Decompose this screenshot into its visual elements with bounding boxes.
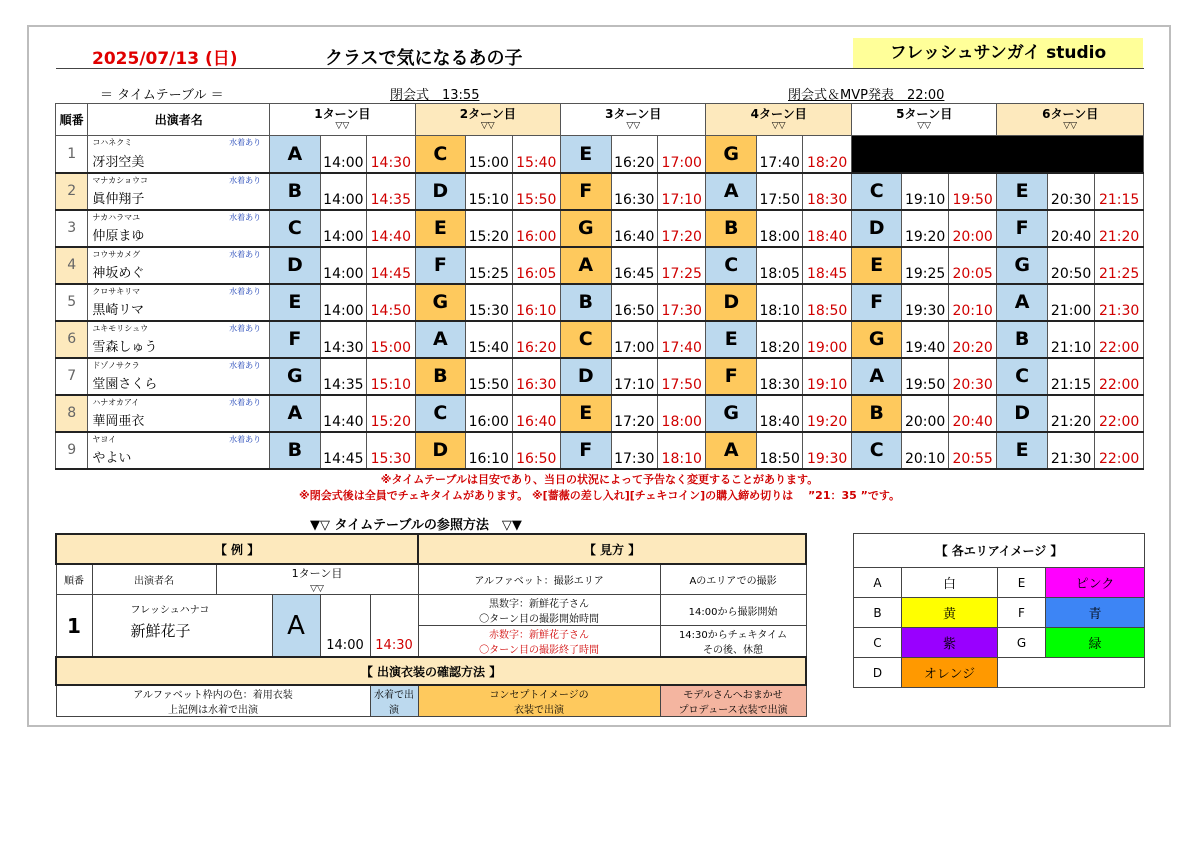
ex-performer-label: 出演者名 [92,564,216,595]
end-time: 19:30 [803,432,852,469]
start-time: 15:40 [466,321,512,358]
end-time: 14:30 [367,136,416,173]
no-turn-block [851,136,1143,173]
area-letter: C [997,358,1048,395]
row-number: 2 [56,173,88,210]
reference-guide [55,533,807,717]
ex-number: 1 [56,595,92,658]
end-time: 18:40 [803,210,852,247]
end-time: 16:50 [512,432,561,469]
note-schedule: ※タイムテーブルは目安であり、当日の状況によって予告なく変更することがあります。 [380,473,819,486]
performer-name: 華岡亜衣 [92,413,145,429]
end-time: 18:00 [657,395,706,432]
row-number: 6 [56,321,88,358]
area-letter: E [706,321,757,358]
start-time: 14:45 [320,432,366,469]
end-time: 20:05 [948,247,997,284]
area-letter: C [270,210,321,247]
row-number: 1 [56,136,88,173]
start-time: 19:20 [902,210,948,247]
area-letter: D [415,432,466,469]
start-time: 14:40 [320,395,366,432]
howto-header: 【 見方 】 [418,534,806,564]
start-time: 19:40 [902,321,948,358]
turn-6-header: 6ターン目 ▽▽ [997,104,1144,136]
start-time: 14:00 [320,210,366,247]
performer-name: 眞仲翔子 [92,191,145,207]
start-time: 18:40 [756,395,802,432]
event-title: クラスで気になるあの子 [325,48,523,69]
start-time: 17:10 [611,358,657,395]
table-row [56,358,1144,395]
area-letter: A [706,173,757,210]
performer-kana: ユキモリシュウ [92,323,149,333]
end-time: 20:30 [948,358,997,395]
area-letter: E [270,284,321,321]
area-key-a: A [854,568,902,598]
area-swatch-a: 白 [902,568,998,598]
guide-title: ▼▽ タイムテーブルの参照方法 ▽▼ [310,518,522,533]
table-row [56,432,1144,469]
area-letter: D [997,395,1048,432]
end-time: 17:50 [657,358,706,395]
area-letter: B [997,321,1048,358]
start-time: 21:00 [1047,284,1094,321]
swimsuit-note: 水着あり [229,360,262,370]
end-time: 18:50 [803,284,852,321]
area-letter: E [997,173,1048,210]
performer-cell [88,432,270,469]
ex-performer: フレッシュハナコ 新鮮花子 [92,595,272,658]
area-swatch-g: 緑 [1046,628,1145,658]
end-time: 22:00 [1095,321,1144,358]
start-time: 17:50 [756,173,802,210]
area-key-b: B [854,598,902,628]
area-letter: C [706,247,757,284]
turn-2-header: 2ターン目 ▽▽ [415,104,560,136]
end-time: 19:50 [948,173,997,210]
area-letter: B [561,284,612,321]
end-time: 17:40 [657,321,706,358]
end-time: 17:20 [657,210,706,247]
area-letter: C [415,395,466,432]
area-letter: D [561,358,612,395]
timetable-label: ＝ タイムテーブル ＝ [100,88,224,103]
area-letter: A [997,284,1048,321]
end-time: 16:10 [512,284,561,321]
end-time: 15:30 [367,432,416,469]
end-time: 16:00 [512,210,561,247]
area-letter: G [706,395,757,432]
area-letter: E [561,136,612,173]
performer-kana: ヤヨイ [92,434,117,444]
performer-cell [88,210,270,247]
turn-1-header: 1ターン目 ▽▽ [270,104,415,136]
end-time: 17:30 [657,284,706,321]
area-letter: B [706,210,757,247]
start-time: 16:45 [611,247,657,284]
area-letter: F [997,210,1048,247]
end-time: 18:45 [803,247,852,284]
swimsuit-note: 水着あり [229,434,262,444]
start-time: 14:00 [320,136,366,173]
end-time: 22:00 [1095,432,1144,469]
alpha-area-desc: アルファベット：撮影エリア [418,564,660,595]
ex-turn-label: 1ターン目 ▽▽ [216,564,418,595]
area-letter: D [270,247,321,284]
start-time: 21:15 [1047,358,1094,395]
end-time: 14:35 [367,173,416,210]
start-time: 20:30 [1047,173,1094,210]
start-time: 21:20 [1047,395,1094,432]
red-number-desc: 赤数字：新鮮花子さん 〇ターン目の撮影終了時間 [418,626,660,658]
timetable-header-row [56,104,1144,136]
table-row [56,321,1144,358]
start-time: 15:10 [466,173,512,210]
area-letter: F [851,284,902,321]
end-desc: 14:30からチェキタイム その後、休憩 [660,626,806,658]
area-letter: A [706,432,757,469]
end-time: 22:00 [1095,358,1144,395]
swimsuit-note: 水着あり [229,397,262,407]
end-time: 19:20 [803,395,852,432]
event-date: 2025/07/13 (日) [92,49,238,69]
studio-name: フレッシュサンガイ studio [853,38,1143,68]
start-time: 16:20 [611,136,657,173]
start-time: 16:40 [611,210,657,247]
area-letter: D [706,284,757,321]
end-time: 22:00 [1095,395,1144,432]
area-key-g: G [998,628,1046,658]
end-time: 20:40 [948,395,997,432]
black-number-desc: 黒数字：新鮮花子さん 〇ターン目の撮影開始時間 [418,595,660,626]
area-key-c: C [854,628,902,658]
start-time: 17:40 [756,136,802,173]
performer-kana: クロサキリマ [92,286,141,296]
area-empty-cell [998,658,1145,688]
end-time: 20:55 [948,432,997,469]
table-row [56,210,1144,247]
costume-swimsuit: 水着で出演 [370,685,418,717]
end-time: 17:25 [657,247,706,284]
end-time: 16:40 [512,395,561,432]
performer-header: 出演者名 [88,104,270,136]
end-time: 21:30 [1095,284,1144,321]
end-time: 18:20 [803,136,852,173]
start-time: 17:30 [611,432,657,469]
swimsuit-note: 水着あり [229,138,262,147]
area-letter: F [270,321,321,358]
area-key-d: D [854,658,902,688]
end-time: 21:20 [1095,210,1144,247]
swimsuit-note: 水着あり [229,212,262,222]
end-time: 14:45 [367,247,416,284]
end-time: 15:10 [367,358,416,395]
performer-kana: ハナオカアイ [92,397,140,407]
area-letter: F [415,247,466,284]
end-time: 16:30 [512,358,561,395]
performer-cell [88,321,270,358]
area-letter: A [415,321,466,358]
a-area-desc: Aのエリアでの撮影 [660,564,806,595]
start-time: 15:20 [466,210,512,247]
performer-name: 黒崎リマ [92,302,145,318]
end-time: 17:00 [657,136,706,173]
area-letter: A [851,358,902,395]
performer-name: 仲原まゆ [92,228,145,244]
area-key-f: F [998,598,1046,628]
area-letter: G [706,136,757,173]
ex-order-label: 順番 [56,564,92,595]
row-number: 5 [56,284,88,321]
start-time: 20:40 [1047,210,1094,247]
start-time: 20:00 [902,395,948,432]
note-cheki: ※閉会式後は全員でチェキタイムがあります。 ※[薔薇の差し入れ][チェキコイン]の購入締め切りは ”21：35 ”です。 [299,489,900,502]
order-header: 順番 [56,104,88,136]
area-letter: D [851,210,902,247]
area-letter: E [997,432,1048,469]
area-letter: G [997,247,1048,284]
start-time: 20:50 [1047,247,1094,284]
table-row [56,173,1144,210]
end-time: 20:20 [948,321,997,358]
start-time: 15:00 [466,136,512,173]
performer-cell [88,173,270,210]
end-time: 15:00 [367,321,416,358]
end-time: 14:40 [367,210,416,247]
area-letter: A [270,136,321,173]
end-time: 15:50 [512,173,561,210]
start-time: 18:05 [756,247,802,284]
ex-end-time: 14:30 [370,595,418,658]
end-time: 16:05 [512,247,561,284]
start-time: 17:20 [611,395,657,432]
start-time: 15:30 [466,284,512,321]
start-time: 14:00 [320,173,366,210]
area-letter: G [561,210,612,247]
turn-4-header: 4ターン目 ▽▽ [706,104,851,136]
example-header: 【 例 】 [56,534,418,564]
performer-name: やよい [92,450,132,466]
start-time: 16:00 [466,395,512,432]
start-time: 18:20 [756,321,802,358]
row-number: 7 [56,358,88,395]
start-time: 21:30 [1047,432,1094,469]
area-letter: B [270,173,321,210]
area-swatch-e: ピンク [1046,568,1145,598]
area-letter: A [561,247,612,284]
area-letter: F [561,432,612,469]
area-swatch-d: オレンジ [902,658,998,688]
area-key-e: E [998,568,1046,598]
performer-name: 堂園さくら [92,376,158,392]
performer-cell [88,284,270,321]
swimsuit-note: 水着あり [229,249,262,259]
start-time: 18:30 [756,358,802,395]
costume-concept: コンセプトイメージの 衣装で出演 [418,685,660,717]
start-time: 16:50 [611,284,657,321]
start-time: 18:00 [756,210,802,247]
start-time: 16:30 [611,173,657,210]
area-letter: F [706,358,757,395]
costume-desc: アルファベット枠内の色：着用衣装 上記例は水着で出演 [56,685,370,717]
start-time: 19:10 [902,173,948,210]
end-time: 21:25 [1095,247,1144,284]
costume-header: 【 出演衣装の確認方法 】 [56,657,806,685]
table-row [56,395,1144,432]
area-letter: B [415,358,466,395]
row-number: 9 [56,432,88,469]
area-legend-header: 【 各エリアイメージ 】 [854,534,1145,568]
area-letter: C [851,173,902,210]
row-number: 8 [56,395,88,432]
end-time: 20:00 [948,210,997,247]
start-time: 19:25 [902,247,948,284]
performer-cell [88,136,270,173]
area-letter: G [851,321,902,358]
end-time: 18:10 [657,432,706,469]
start-time: 18:10 [756,284,802,321]
area-letter: B [851,395,902,432]
end-time: 14:50 [367,284,416,321]
end-time: 15:20 [367,395,416,432]
performer-name: 冴羽空美 [92,154,145,170]
start-time: 21:10 [1047,321,1094,358]
header-divider [56,68,1144,69]
row-number: 4 [56,247,88,284]
start-time: 14:00 [320,247,366,284]
performer-cell [88,247,270,284]
performer-cell [88,395,270,432]
area-letter: G [415,284,466,321]
performer-kana: コウサカメグ [92,249,141,259]
closing-ceremony: 閉会式＆MVP発表 22:00 [788,88,945,103]
swimsuit-note: 水着あり [229,286,262,296]
area-swatch-f: 青 [1046,598,1145,628]
start-time: 18:50 [756,432,802,469]
table-row [56,136,1144,173]
performer-kana: マナカショウコ [92,175,148,185]
table-row [56,247,1144,284]
start-time: 14:00 [320,284,366,321]
end-time: 19:00 [803,321,852,358]
start-time: 14:30 [320,321,366,358]
row-number: 3 [56,210,88,247]
area-letter: C [561,321,612,358]
costume-produce: モデルさんへおまかせ プロデュース衣装で出演 [660,685,806,717]
area-letter: D [415,173,466,210]
area-letter: F [561,173,612,210]
end-time: 18:30 [803,173,852,210]
area-letter: E [851,247,902,284]
end-time: 21:15 [1095,173,1144,210]
area-legend [853,533,1145,688]
end-time: 20:10 [948,284,997,321]
swimsuit-note: 水着あり [229,175,262,185]
area-swatch-c: 紫 [902,628,998,658]
opening-ceremony: 閉会式 13:55 [390,88,480,103]
performer-kana: ドゾノサクラ [92,360,140,370]
performer-kana: ナカハラマユ [92,212,141,222]
start-time: 15:50 [466,358,512,395]
turn-5-header: 5ターン目 ▽▽ [851,104,996,136]
performer-name: 雪森しゅう [92,339,158,355]
area-letter: G [270,358,321,395]
swimsuit-note: 水着あり [229,323,262,333]
timetable [55,103,1144,470]
area-swatch-b: 黄 [902,598,998,628]
turn-3-header: 3ターン目 ▽▽ [561,104,706,136]
area-letter: C [851,432,902,469]
end-time: 19:10 [803,358,852,395]
start-time: 17:00 [611,321,657,358]
area-letter: E [415,210,466,247]
ex-letter-cell: A [272,595,320,658]
performer-name: 神坂めぐ [92,265,145,281]
end-time: 17:10 [657,173,706,210]
end-time: 16:20 [512,321,561,358]
performer-kana: コハネクミ [92,138,133,147]
table-row [56,284,1144,321]
area-letter: A [270,395,321,432]
start-desc: 14:00から撮影開始 [660,595,806,626]
start-time: 16:10 [466,432,512,469]
area-letter: C [415,136,466,173]
area-letter: B [270,432,321,469]
performer-cell [88,358,270,395]
start-time: 14:35 [320,358,366,395]
area-letter: E [561,395,612,432]
end-time: 15:40 [512,136,561,173]
start-time: 15:25 [466,247,512,284]
ex-start-time: 14:00 [320,595,370,658]
start-time: 19:50 [902,358,948,395]
start-time: 20:10 [902,432,948,469]
start-time: 19:30 [902,284,948,321]
